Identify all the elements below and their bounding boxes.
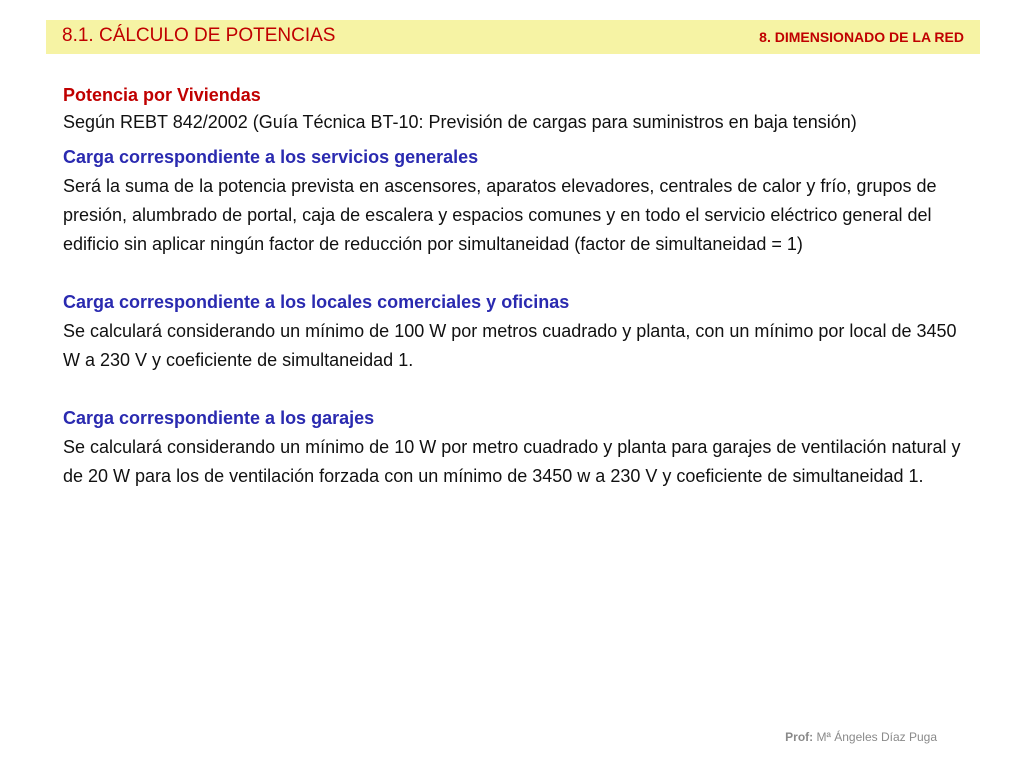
section-text: Se calculará considerando un mínimo de 10 W por metro cuadrado y planta para garajes de ventilación natural y de 20 W para los de ventilación forzada con un mínimo de 3450 w a 230 V y coeficiente de simultaneidad 1.	[63, 437, 961, 486]
section-garajes	[63, 404, 963, 491]
section-heading: Carga correspondiente a los servicios generales	[63, 147, 479, 167]
section-text: Será la suma de la potencia prevista en ascensores, aparatos elevadores, centrales de calor y frío, grupos de presión, alumbrado de portal, caja de escalera y espacios comunes y en todo el servicio eléctrico general del edificio sin aplicar ningún factor de reducción por simultaneidad (factor de simultaneidad = 1)	[63, 176, 937, 254]
footer-credit	[785, 730, 937, 744]
section-heading: Carga correspondiente a los garajes	[63, 408, 375, 428]
page-title: 8.1. CÁLCULO DE POTENCIAS	[62, 25, 336, 46]
header-bar	[46, 20, 980, 54]
footer-author: Mª Ángeles Díaz Puga	[816, 730, 937, 744]
content-area	[63, 82, 963, 491]
section-servicios-generales	[63, 143, 963, 259]
footer-label: Prof:	[785, 730, 814, 744]
section-label: 8. DIMENSIONADO DE LA RED	[759, 29, 964, 45]
section-heading: Potencia por Viviendas	[63, 85, 261, 105]
section-heading: Carga correspondiente a los locales comerciales y oficinas	[63, 292, 570, 312]
section-viviendas	[63, 82, 963, 137]
section-text: Según REBT 842/2002 (Guía Técnica BT-10: Previsión de cargas para suministros en baja tensión)	[63, 112, 857, 132]
section-text: Se calculará considerando un mínimo de 100 W por metros cuadrado y planta, con un mínimo por local de 3450 W a 230 V y coeficiente de simultaneidad 1.	[63, 321, 957, 370]
section-locales-comerciales	[63, 288, 963, 375]
